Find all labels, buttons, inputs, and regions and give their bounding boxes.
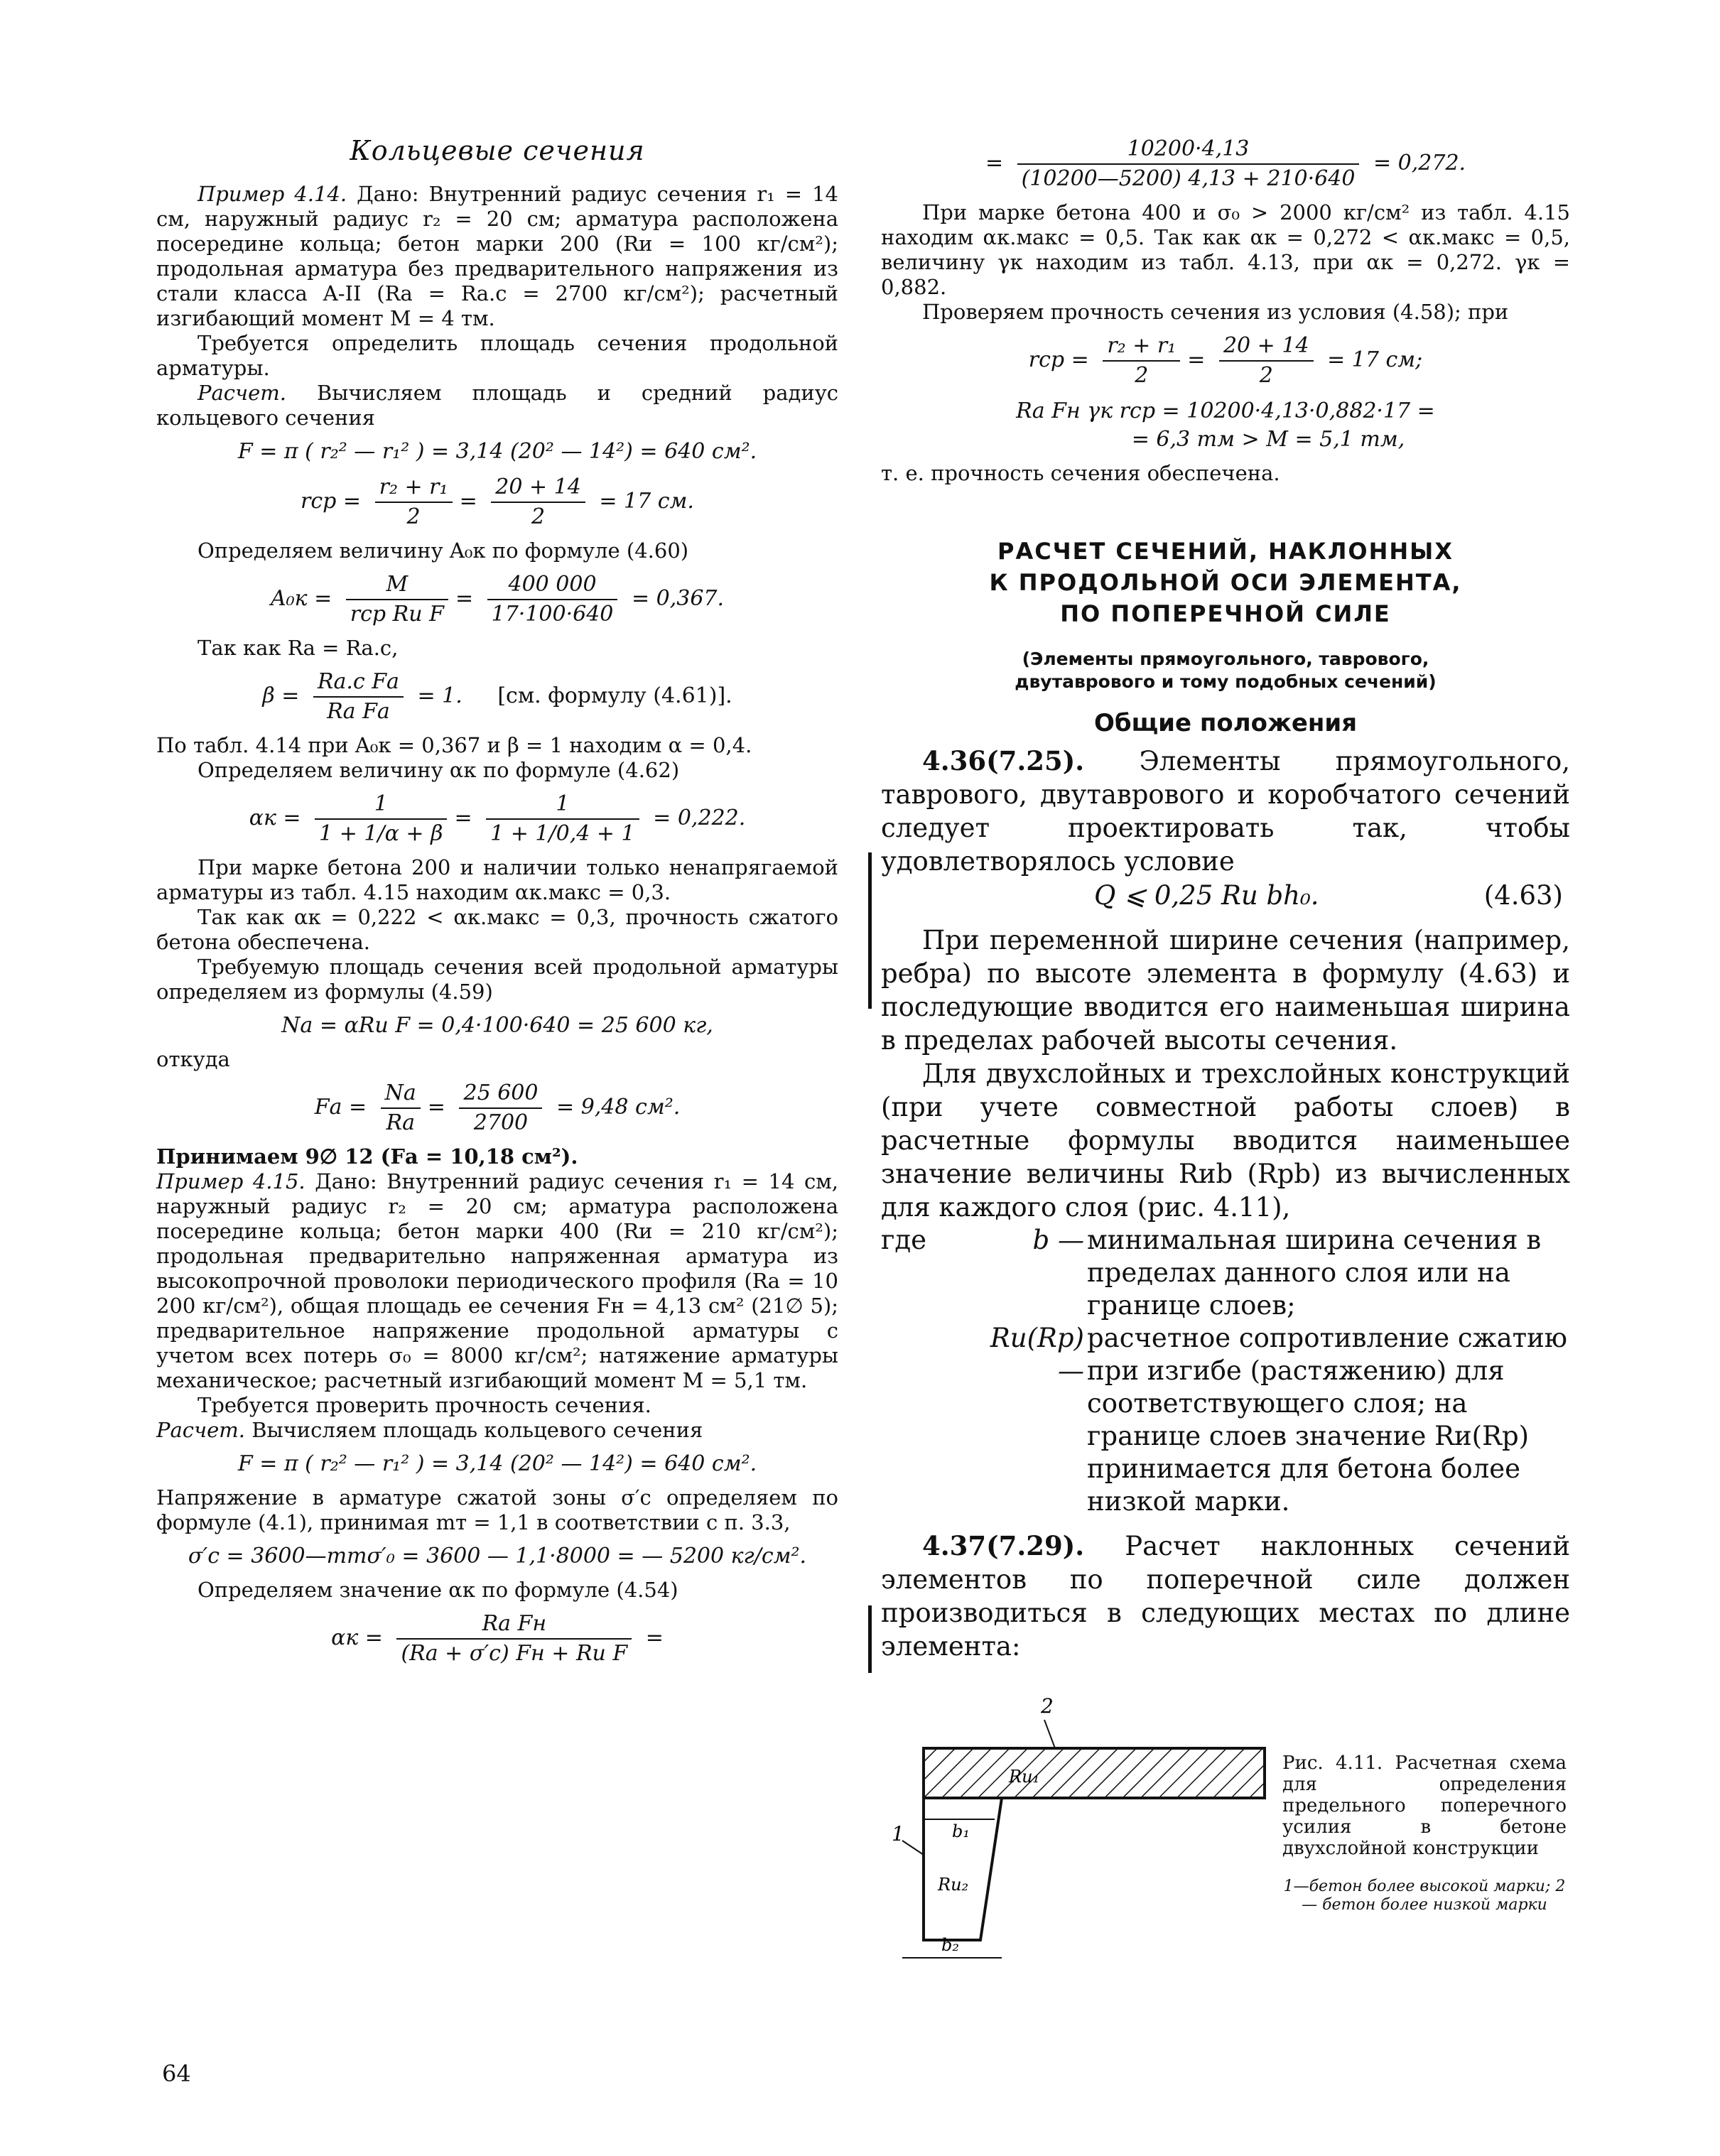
accept-line: Принимаем 9∅ 12 (Fа = 10,18 см²). [156, 1144, 578, 1169]
equation: Q ⩽ 0,25 Rи bh₀. [1094, 880, 1319, 911]
denominator: 2 [531, 504, 546, 529]
fraction [375, 473, 453, 531]
denominator: 2 [406, 504, 421, 529]
paragraph-variable-width: При переменной ширине сечения (например, ребра) по высоте элемента в формулу (4.63) и последующие вводится его наименьшая ширина в пределах рабочей высоты сечения. [881, 925, 1570, 1056]
requirement: Требуется определить площадь сечения продольной арматуры. [156, 331, 838, 380]
where-word: где [881, 1225, 927, 1255]
calc-paragraph [156, 1418, 838, 1443]
numerator: Nа [381, 1079, 421, 1109]
fraction [1103, 332, 1180, 390]
figure-caption: Рис. 4.11. Расчетная схема для определения предельного поперечного усилия в бетоне двухслойной конструкции [1282, 1753, 1567, 1859]
fraction [1017, 135, 1360, 193]
figure-caption-block [1282, 1734, 1567, 1930]
label-ru2: Rи₂ [938, 1875, 969, 1895]
numerator: 20 + 14 [1219, 332, 1314, 362]
equation-4-63 [881, 878, 1570, 914]
calc-text: Вычисляем площадь и средний радиус кольцевого сечения [156, 381, 839, 430]
clause-label: 4.36(7.25). [922, 745, 1085, 776]
equation-number: (4.63) [1483, 880, 1563, 911]
numerator: M [346, 570, 448, 600]
section-heading-line-3: ПО ПОПЕРЕЧНОЙ СИЛЕ [1060, 600, 1391, 627]
formula-lhs: αк = [249, 806, 301, 830]
formula-ak: αк = $\frac{1}{1 + 1/\alpha + \beta}$ = $\frac{1}{1 + 1/0,4 + 1}$ = 0,222. [156, 790, 838, 848]
denominator: 1 + 1/α + β [319, 821, 443, 846]
example-4-15 [156, 1169, 838, 1393]
numerator: 25 600 [459, 1079, 542, 1109]
denominator: (10200—5200) 4,13 + 210·640 [1021, 166, 1356, 191]
denominator: 2 [1259, 363, 1273, 388]
paragraph-ok: т. е. прочность сечения обеспечена. [881, 461, 1280, 485]
formula-continuation [881, 135, 1570, 193]
ak2-intro: Определяем значение αк по формуле (4.54) [198, 1578, 678, 1602]
formula-area: F = π ( r₂² — r₁² ) = 3,14 (20² — 14²) = 640 см². [237, 439, 757, 464]
fraction [1219, 332, 1314, 390]
paragraph-layers: Для двухслойных и трехслойных конструкций (при учете совместной работы слоев) в расчетные формулы вводится наименьшее значение величины Rиb (Rрb) из вычисленных для каждого слоя (рис. 4.11), [881, 1058, 1570, 1223]
upper-layer-hatched [924, 1748, 1265, 1798]
formula-lhs: αк = [331, 1625, 383, 1650]
formula-na: Nа = αRи F = 0,4·100·640 = 25 600 кг, [281, 1013, 713, 1038]
formula-area-2: F = π ( r₂² — r₁² ) = 3,14 (20² — 14²) = 640 см². [237, 1451, 757, 1476]
numerator: 1 [486, 790, 639, 820]
formula-result: = 0,367. [631, 586, 725, 611]
denominator: Rа [386, 1110, 415, 1135]
formula-rcp-2: rср = $\frac{\text{r₂ + r₁}}{2}$ = $\frac{20 + 14}{2}$ = 17 см; [881, 332, 1570, 390]
formula-fa: Fа = $\frac{Nа}{Rа}$ = $\frac{25 600}{2700}$ = 9,48 см². [156, 1079, 838, 1137]
denominator: Rа Fа [327, 699, 390, 724]
clause-4-37 [881, 1529, 1570, 1663]
clause-4-36 [881, 744, 1570, 878]
section-title: Кольцевые сечения [350, 135, 645, 166]
formula-reference: [см. формулу (4.61)]. [497, 683, 732, 708]
leader-line-2 [1044, 1720, 1055, 1748]
a0k-intro: Определяем величину A₀к по формуле (4.60) [198, 538, 689, 563]
example-given: Дано: Внутренний радиус сечения r₁ = 14 см, наружный радиус r₂ = 20 см; арматура расположена посередине кольца; бетон марки 200 (Rи = 100 кг/см²); продольная арматура без предварительного напряжения из стали класса A-II (Rа = Rа.с = 2700 кг/см²); расчетный изгибающий момент M = 4 тм. [156, 182, 839, 330]
formula-rcp: rср = $\frac{\text{r₂ + r₁}}{2}$ = $\frac{20 + 14}{2}$ = 17 см. [156, 473, 838, 531]
numerator: 10200·4,13 [1017, 135, 1360, 165]
formula-lhs: = [985, 151, 1004, 175]
fraction [486, 790, 639, 848]
formula-result: = 17 см; [1327, 347, 1423, 372]
numerator: 20 + 14 [491, 473, 585, 503]
requirement: Требуется проверить прочность сечения. [198, 1393, 651, 1417]
section-heading-line-1: РАСЧЕТ СЕЧЕНИЙ, НАКЛОННЫХ [997, 538, 1454, 565]
page-number: 64 [162, 2060, 191, 2087]
label-1: 1 [892, 1822, 904, 1846]
calc-label: Расчет. [156, 1418, 245, 1442]
calc-paragraph [156, 381, 838, 430]
left-column [156, 135, 838, 1675]
denominator: 17·100·640 [491, 602, 614, 627]
paragraph-stress: Напряжение в арматуре сжатой зоны σ′с определяем по формуле (4.1), принимая mт = 1,1 в соответствии с п. 3.3, [156, 1485, 838, 1534]
section-heading-line-2: К ПРОДОЛЬНОЙ ОСИ ЭЛЕМЕНТА, [989, 569, 1462, 596]
clause-text: Элементы прямоугольного, таврового, двутаврового и коробчатого сечений следует проектировать так, чтобы удовлетворялось условие [881, 746, 1570, 877]
formula-sigma: σ′с = 3600—mтσ′₀ = 3600 — 1,1·8000 = — 5200 кг/см². [188, 1544, 807, 1569]
subheading-line-2: двутаврового и тому подобных сечений) [1015, 671, 1437, 692]
revision-bar [868, 852, 872, 1009]
formula-a0k: A₀к = $\frac{M}{\text{rср Rи F}}$ = $\frac{400 000}{17\cdot 100\cdot 640}$ = 0,367. [156, 570, 838, 629]
figure-diagram [881, 1677, 1279, 1968]
denominator: (Rа + σ′с) Fн + Rи F [401, 1641, 628, 1666]
revision-bar [868, 1605, 872, 1673]
where-symbol: b — [1032, 1225, 1084, 1255]
formula-lhs: rср = [301, 489, 362, 514]
denominator: 2700 [473, 1110, 529, 1135]
clause-label: 4.37(7.29). [922, 1530, 1085, 1561]
formula-moment-1: Rа Fн γк rср = 10200·4,13·0,882·17 = [1016, 399, 1435, 423]
example-label: Пример 4.15. [156, 1169, 305, 1193]
numerator: r₂ + r₁ [1103, 332, 1180, 362]
where-list [881, 1224, 1570, 1518]
fraction [346, 570, 448, 629]
numerator: Rа.с Fа [313, 668, 404, 698]
leader-line-1 [902, 1841, 924, 1855]
right-column [881, 135, 1570, 1976]
numerator: Rа Fн [396, 1610, 632, 1640]
formula-lhs: β = [262, 683, 300, 708]
paragraph-req-area: Требуемую площадь сечения всей продольной арматуры определяем из формулы (4.59) [156, 955, 838, 1004]
fraction [459, 1079, 542, 1137]
whence: откуда [156, 1047, 230, 1071]
fraction [491, 473, 585, 531]
where-definition: расчетное сопротивление сжатию при изгибе (растяжению) для соответствующего слоя; на границе слоев значение Rи(Rр) принимается для бетона более низкой марки. [1087, 1323, 1568, 1517]
clause-text: Расчет наклонных сечений элементов по поперечной силе должен производиться в следующих местах по длине элемента: [881, 1531, 1571, 1662]
paragraph-check: Проверяем прочность сечения из условия (4.58); при [922, 300, 1509, 324]
subheading-line-1: (Элементы прямоугольного, таврового, [1022, 649, 1429, 669]
formula-moment-2: = 6,3 тм > M = 5,1 тм, [1131, 427, 1405, 452]
label-b1: b₁ [952, 1821, 970, 1841]
label-ru1: Rи₁ [1009, 1767, 1040, 1787]
where-definition: минимальная ширина сечения в пределах данного слоя или на границе слоев; [1087, 1225, 1542, 1321]
calc-label: Расчет. [198, 381, 286, 405]
fraction [396, 1610, 632, 1668]
numerator: 1 [315, 790, 447, 820]
formula-ak2 [156, 1610, 838, 1668]
formula-result: = 0,272. [1373, 151, 1466, 175]
numerator: r₂ + r₁ [375, 473, 453, 503]
label-2: 2 [1041, 1694, 1054, 1718]
example-4-14 [156, 182, 838, 331]
label-b2: b₂ [941, 1935, 959, 1955]
ra-eq: Так как Rа = Rа.с, [198, 636, 399, 660]
denominator: 2 [1135, 363, 1149, 388]
formula-result: = 17 см. [599, 489, 694, 514]
formula-result: = [645, 1625, 664, 1650]
paragraph-since: Так как αк = 0,222 < αк.макс = 0,3, прочность сжатого бетона обеспечена. [156, 905, 838, 954]
where-symbol: Rи(Rр) — [990, 1323, 1084, 1386]
denominator: 1 + 1/0,4 + 1 [490, 821, 635, 846]
formula-result: = 9,48 см². [556, 1095, 681, 1120]
example-given: Дано: Внутренний радиус сечения r₁ = 14 см, наружный радиус r₂ = 20 см; арматура расположена посередине кольца; бетон марки 400 (Rи = 210 кг/см²); продольная предварительно напряженная арматура из высокопрочной проволоки периодического профиля (Rа = 10 200 кг/см²), общая площадь ее сечения Fн = 4,13 см² (21∅ 5); предварительное напряжение продольной арматуры с учетом всех потерь σ₀ = 8000 кг/см²; натяжение арматуры механическое; расчетный изгибающий момент M = 5,1 тм. [156, 1169, 839, 1392]
calc-text: Вычисляем площадь кольцевого сечения [251, 1418, 703, 1442]
ak-intro: Определяем величину αк по формуле (4.62) [198, 758, 680, 782]
formula-lhs: A₀к = [270, 586, 332, 611]
fraction [381, 1079, 421, 1137]
formula-beta [156, 668, 838, 726]
paragraph-400: При марке бетона 400 и σ₀ > 2000 кг/см² из табл. 4.15 находим αк.макс = 0,5. Так как αк = 0,272 < αк.макс = 0,5, величину γк находим из табл. 4.13, при αк = 0,272. γк = 0,882. [881, 200, 1570, 299]
tab414: По табл. 4.14 при A₀к = 0,367 и β = 1 находим α = 0,4. [156, 733, 752, 757]
formula-result: = 0,222. [653, 806, 746, 830]
formula-lhs: Fа = [314, 1095, 367, 1120]
example-label: Пример 4.14. [198, 182, 347, 206]
formula-result: = 1. [417, 683, 463, 708]
figure-4-11 [881, 1677, 1570, 1976]
paragraph-200: При марке бетона 200 и наличии только ненапрягаемой арматуры из табл. 4.15 находим αк.макс = 0,3. [156, 855, 838, 904]
formula-lhs: rср = [1028, 347, 1089, 372]
general-provisions-heading: Общие положения [1093, 709, 1358, 737]
numerator: 400 000 [487, 570, 618, 600]
fraction [315, 790, 447, 848]
fraction [487, 570, 618, 629]
fraction [313, 668, 404, 726]
denominator: rср Rи F [350, 602, 444, 627]
figure-legend: 1—бетон более высокой марки; 2 — бетон более низкой марки [1283, 1878, 1566, 1914]
